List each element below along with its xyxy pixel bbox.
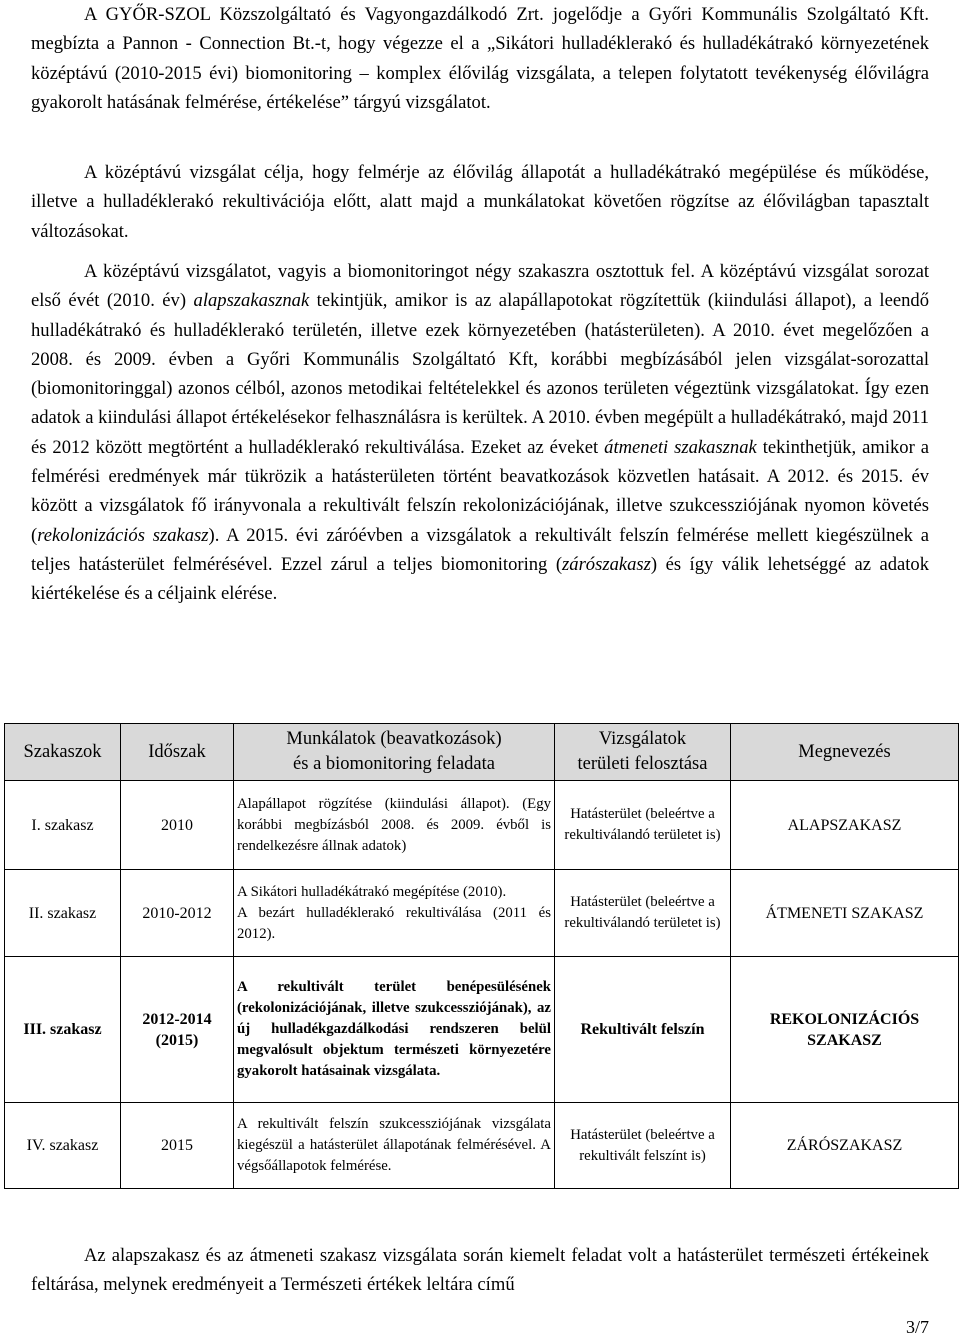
phases-text-3: tekinthetjük, amikor a felmérési eredmények már tükrözik a hatásterületen történt beavatkozások közvetlen hatásait. A 2012. és 2015. év között a vizsgálatok fő irányvonala a rekultivált felszín rekolonizációjának, illetve szukcessziójának nyomon követés ( — [31, 436, 929, 546]
cell-work: Alapállapot rögzítése (kiindulási állapot). (Egy korábbi megbízásból 2008. és 2009. évből is rendelkezésre állnak adatok) — [234, 781, 555, 870]
cell-name: ALAPSZAKASZ — [731, 781, 959, 870]
cell-work: A rekultivált felszín szukcessziójának vizsgálata kiegészül a hatásterület állapotának felmérésével. A végsőállapotok felmérése. — [234, 1103, 555, 1189]
cell-area: Rekultivált felszín — [555, 957, 731, 1103]
header-phase: Szakaszok — [5, 724, 121, 781]
cell-period: 2015 — [121, 1103, 234, 1189]
phases-text-1: A középtávú vizsgálatot, vagyis a biomonitoringot négy szakaszra osztottuk fel. A középtávú vizsgálat sorozat első évét (2010. év) — [31, 261, 929, 312]
goal-paragraph — [31, 158, 929, 246]
phases-term-alap: alapszakasznak — [193, 290, 310, 312]
phases-paragraph — [31, 257, 929, 609]
cell-name: ZÁRÓSZAKASZ — [731, 1103, 959, 1189]
table-row — [5, 781, 959, 870]
table-row — [5, 957, 959, 1103]
cell-phase: I. szakasz — [5, 781, 121, 870]
cell-phase: II. szakasz — [5, 870, 121, 957]
phases-term-rekolonizacios: rekolonizációs szakasz — [37, 524, 209, 546]
cell-phase: III. szakasz — [5, 957, 121, 1103]
phases-text-4: ). A 2015. évi záróévben a vizsgálatok a rekultivált felszín felmérése mellett kiegészülnek a teljes hatásterület felmérésével. Ezzel zárul a teljes biomonitoring ( — [31, 524, 930, 575]
cell-area: Hatásterület (beleértve a rekultiválandó területet is) — [555, 781, 731, 870]
table-row — [5, 1103, 959, 1189]
cell-work: A rekultivált terület benépesülésének (rekolonizációjának, illetve szukcessziójának), az új hulladékgazdálkodási rendszeren belül megvalósult objektum természeti környezetére gyakorolt hatásainak vizsgálata. — [234, 957, 555, 1103]
cell-name: ÁTMENETI SZAKASZ — [731, 870, 959, 957]
header-work: Munkálatok (beavatkozások) és a biomonitoring feladata — [234, 724, 555, 781]
closing-text: Az alapszakasz és az átmeneti szakasz vizsgálata során kiemelt feladat volt a hatásterület természeti értékeinek feltárása, melynek eredményeit a Természeti értékek leltára című — [31, 1245, 929, 1296]
header-period: Időszak — [121, 724, 234, 781]
cell-period: 2010-2012 — [121, 870, 234, 957]
cell-area: Hatásterület (beleértve a rekultiválandó területet is) — [555, 870, 731, 957]
cell-phase: IV. szakasz — [5, 1103, 121, 1189]
goal-text: A középtávú vizsgálat célja, hogy felmérje az élővilág állapotát a hulladékátrakó megépülése és működése, illetve a hulladéklerakó rekultivációja előtt, alatt majd a munkálatokat követően rögzítse az élővilágban tapasztalt változásokat. — [31, 162, 929, 242]
intro-paragraph — [31, 0, 929, 117]
page-number: 3/7 — [905, 1317, 929, 1337]
cell-name: REKOLONIZÁCIÓS SZAKASZ — [731, 957, 959, 1103]
phases-term-zaro: zárószakasz — [562, 553, 651, 575]
phases-table — [4, 723, 959, 1189]
cell-period: 2010 — [121, 781, 234, 870]
closing-paragraph — [31, 1241, 929, 1300]
table-header-row — [5, 724, 959, 781]
phases-text-5: ) és így válik lehetséggé az adatok kiértékelése és a céljaink elérése. — [31, 553, 929, 605]
cell-period: 2012-2014 (2015) — [121, 957, 234, 1103]
phases-term-atmeneti: átmeneti szakasznak — [604, 436, 757, 458]
intro-text: A GYŐR-SZOL Közszolgáltató és Vagyongazdálkodó Zrt. jogelődje a Győri Kommunális Szolgáltató Kft. megbízta a Pannon - Connection Bt.-t, hogy végezze el a „Sikátori hulladéklerakó és hulladékátrakó környezetének középtávú (2010-2015 évi) biomonitoring – komplex élővilág vizsgálata, a telepen folytatott tevékenység élővilágra gyakorolt hatásának felmérése, értékelése” tárgyú vizsgálatot. — [31, 4, 929, 113]
cell-area: Hatásterület (beleértve a rekultivált felszínt is) — [555, 1103, 731, 1189]
header-name: Megnevezés — [731, 724, 959, 781]
phases-text-2: tekintjük, amikor is az alapállapotokat rögzítettük (kiindulási állapot), a leendő hulladékátrakó és hulladéklerakó területén, illetve ezek környezetében (hatásterületen). A 2010. évet megelőzően a 2008. és 2009. évben a Győri Kommunális Szolgáltató Kft, korábbi megbízásából jelen vizsgálat-sorozattal (biomonitoringgal) azonos célból, azonos metodikai feltételekkel és azonos területen végeztünk vizsgálatokat. Így ezen adatok a kiindulási állapot értékelésekor felhasználásra is kerültek. A 2010. évben megépült a hulladékátrakó, majd 2011 és 2012 között megtörtént a hulladéklerakó rekultiválása. Ezeket az éveket — [31, 290, 929, 458]
table-row — [5, 870, 959, 957]
cell-work: A Sikátori hulladékátrakó megépítése (2010). A bezárt hulladéklerakó rekultiválása (2011 és 2012). — [234, 870, 555, 957]
header-area: Vizsgálatok területi felosztása — [555, 724, 731, 781]
